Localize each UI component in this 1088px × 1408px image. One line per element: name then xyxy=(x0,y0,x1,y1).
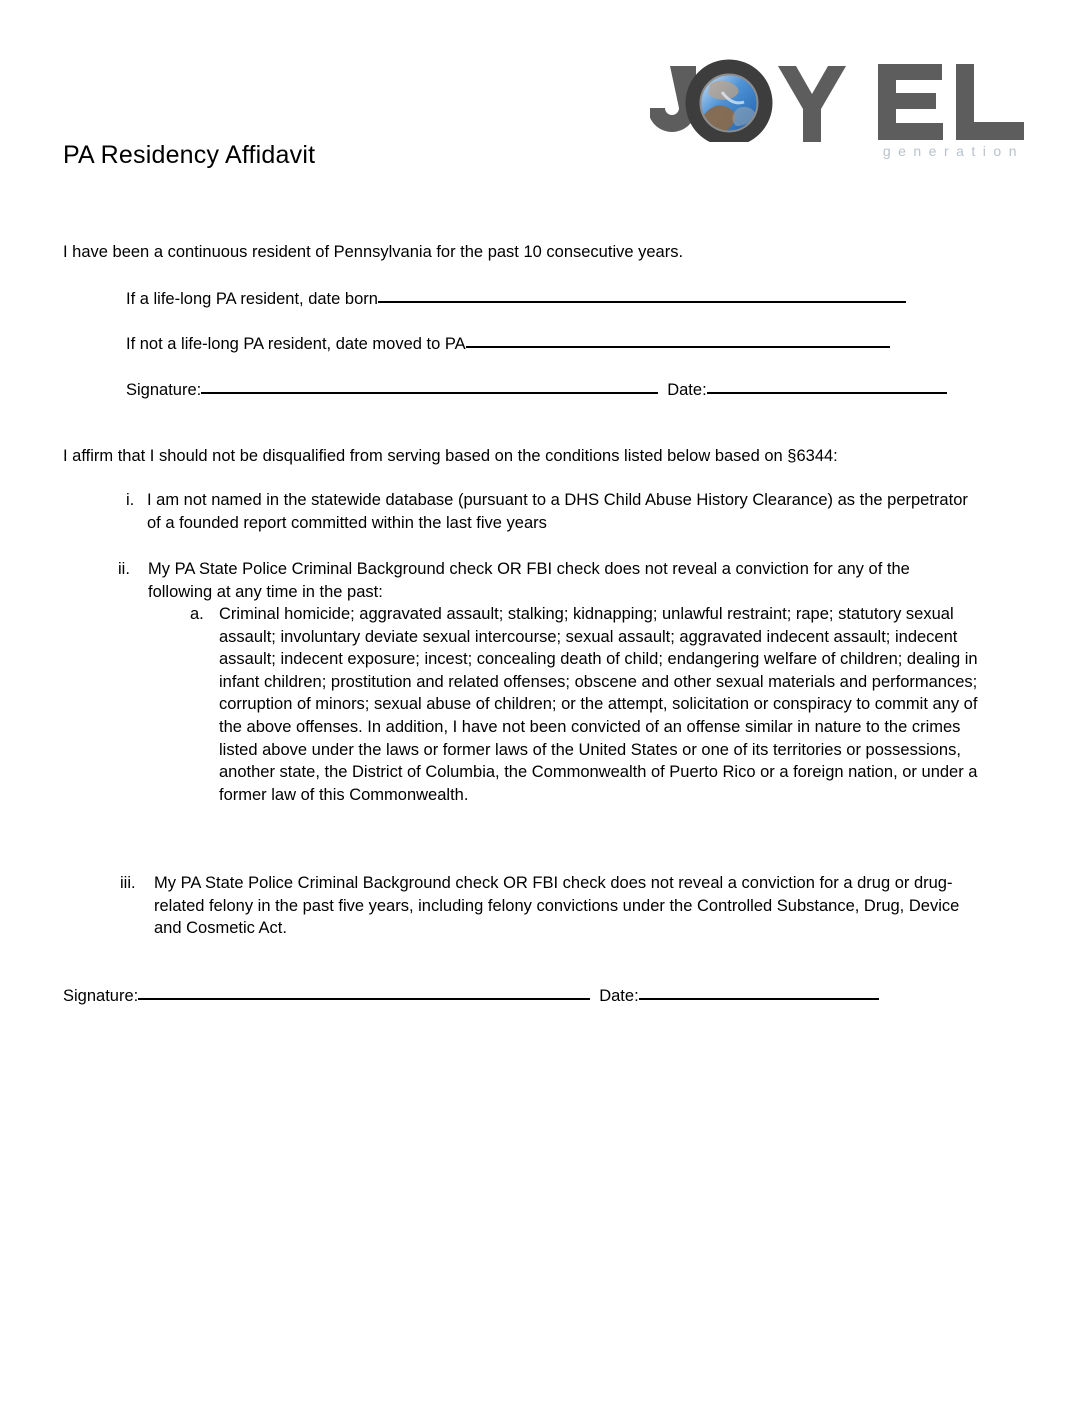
condition-marker-ii: ii. xyxy=(118,560,130,578)
signature-input-top[interactable] xyxy=(201,378,658,394)
field-date-moved-row xyxy=(126,332,890,355)
date-label-top: Date: xyxy=(667,381,707,399)
document-header xyxy=(0,0,1088,200)
intro-paragraph: I have been a continuous resident of Pennsylvania for the past 10 consecutive years. xyxy=(63,243,684,261)
date-label-bottom: Date: xyxy=(599,987,639,1005)
date-input-top[interactable] xyxy=(707,378,947,394)
signature-input-bottom[interactable] xyxy=(138,984,590,1000)
field-date-born-row xyxy=(126,287,906,310)
logo-wordmark xyxy=(650,56,1028,142)
page-title: PA Residency Affidavit xyxy=(63,140,316,169)
affirmation-paragraph: I affirm that I should not be disqualified from serving based on the conditions listed below based on §6344: xyxy=(63,447,838,465)
signature-label-bottom: Signature: xyxy=(63,987,139,1005)
field-date-born-label: If a life-long PA resident, date born xyxy=(126,290,378,308)
condition-subitem-ii-a xyxy=(190,603,980,806)
condition-text-i: I am not named in the statewide database (pursuant to a DHS Child Abuse History Clearance) as the perpetrator of a founded report committed within the last five years xyxy=(147,491,968,532)
logo-letter-e xyxy=(878,64,943,140)
condition-text-ii: My PA State Police Criminal Background check OR FBI check does not reveal a conviction for any of the following at any time in the past: xyxy=(148,560,910,601)
signature-block-top xyxy=(126,378,947,400)
condition-marker-i: i. xyxy=(126,491,135,509)
condition-item-ii xyxy=(118,558,978,603)
field-date-moved-label: If not a life-long PA resident, date moved to PA xyxy=(126,335,466,353)
condition-item-i xyxy=(126,489,976,534)
condition-text-iii: My PA State Police Criminal Background check OR FBI check does not reveal a conviction for a drug or drug-related felony in the past five years, including felony convictions under the Controlled Substance, Drug, Device and Cosmetic Act. xyxy=(154,874,960,938)
logo-tagline: generation xyxy=(882,143,1024,159)
condition-item-iii xyxy=(120,872,980,940)
condition-marker-iii: iii. xyxy=(120,874,136,892)
logo-letter-l xyxy=(956,64,1024,140)
joy-el-logo xyxy=(650,56,1028,171)
subitem-marker-a: a. xyxy=(190,605,204,623)
date-input-bottom[interactable] xyxy=(639,984,879,1000)
subitem-text-a: Criminal homicide; aggravated assault; stalking; kidnapping; unlawful restraint; rape; statutory sexual assault; involuntary deviate sexual intercourse; sexual assault; aggravated indecent assault; indecent assault; indecent exposure; incest; concealing death of child; endangering welfare of children; dealing in infant children; prostitution and related offenses; obscene and other sexual materials and performances; corruption of minors; sexual abuse of children; or the attempt, solicitation or conspiracy to commit any of the above offenses. In addition, I have not been convicted of an offense similar in nature to the crimes listed above under the laws or former laws of the United States or one of its territories or possessions, another state, the District of Columbia, the Commonwealth of Puerto Rico or a foreign nation, or under a former law of this Commonwealth. xyxy=(219,605,978,804)
signature-block-bottom xyxy=(63,984,879,1006)
field-date-moved-input[interactable] xyxy=(466,332,890,348)
signature-label-top: Signature: xyxy=(126,381,202,399)
field-date-born-input[interactable] xyxy=(378,287,906,303)
logo-letter-y xyxy=(778,66,846,142)
